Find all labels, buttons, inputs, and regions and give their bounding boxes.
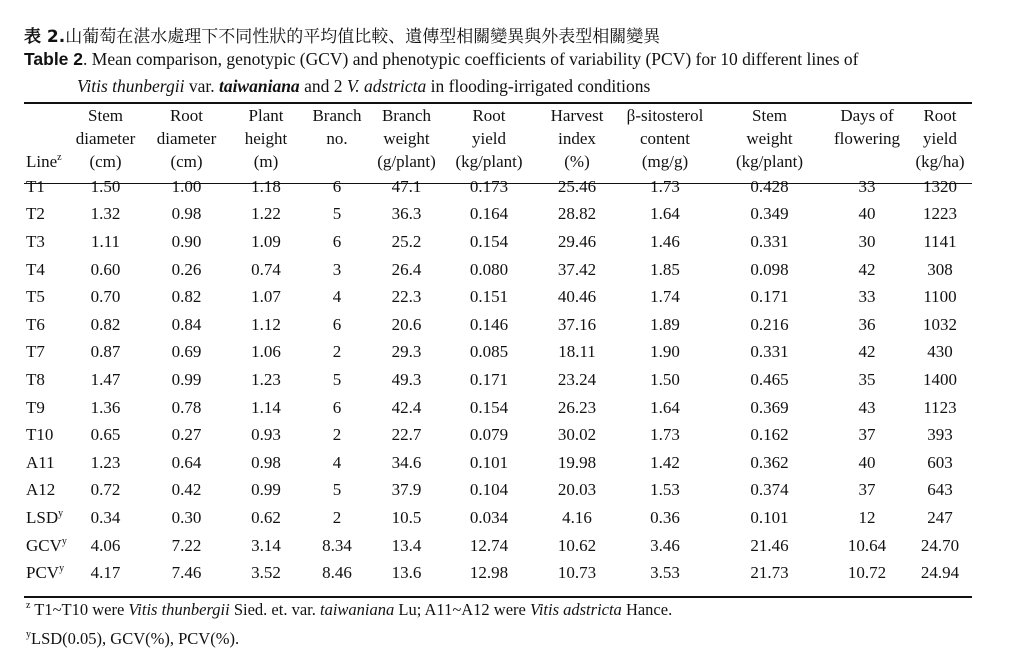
footnote-marker: z xyxy=(26,600,31,611)
table-cell: 29.46 xyxy=(557,231,597,251)
table-row xyxy=(24,173,972,201)
table-cell: 0.82 xyxy=(90,314,121,334)
table-cell: 0.151 xyxy=(469,287,509,307)
footnote-marker: y xyxy=(59,563,65,575)
table-cell: 1.90 xyxy=(650,342,680,362)
table-cell: 0.171 xyxy=(750,287,789,307)
table-cell: 643 xyxy=(927,480,953,500)
table-cell: 4.16 xyxy=(562,507,592,527)
table-cell: 10.5 xyxy=(391,507,422,527)
header-cell xyxy=(826,150,908,173)
header-cell: flowering xyxy=(833,128,901,148)
header-cell: (kg/ha) xyxy=(915,151,965,171)
table-cell: 0.99 xyxy=(171,369,202,389)
table-title-chinese xyxy=(24,22,660,47)
table-cell: 3.46 xyxy=(650,535,680,555)
header-row xyxy=(24,127,972,150)
table-cell: 7.22 xyxy=(171,535,202,555)
table-cell: 42.4 xyxy=(391,397,422,417)
table-cell: 0.101 xyxy=(469,452,509,472)
row-label xyxy=(24,339,68,367)
table-cell: 21.46 xyxy=(750,535,789,555)
row-label xyxy=(24,366,68,394)
table-cell: 0.428 xyxy=(750,176,789,196)
title-text: in flooding-irrigated conditions xyxy=(426,76,651,96)
table-cell: 1.11 xyxy=(90,231,121,251)
table-cell: 2 xyxy=(332,342,342,362)
row-label-text: PCV xyxy=(26,563,60,583)
table-cell: 1.47 xyxy=(90,369,121,389)
table-cell: 1.89 xyxy=(650,314,680,334)
header-cell: Plant xyxy=(248,105,284,125)
line-header-text: Line xyxy=(26,151,58,171)
table-row xyxy=(24,449,972,477)
table-cell: 8.34 xyxy=(322,535,352,555)
table-cell: 12 xyxy=(858,507,876,527)
header-cell: Branch xyxy=(381,105,432,125)
row-label xyxy=(24,173,68,201)
table-cell: 1.18 xyxy=(251,176,281,196)
table-cell: 6 xyxy=(332,397,342,417)
table-cell: 0.78 xyxy=(171,397,202,417)
header-cell: index xyxy=(558,128,596,148)
header-cell: (kg/plant) xyxy=(735,151,804,171)
table-cell: 0.079 xyxy=(469,425,509,445)
table-cell: 1.22 xyxy=(251,204,281,224)
header-cell: Root xyxy=(169,105,204,125)
row-label xyxy=(24,421,68,449)
table-cell: 1.12 xyxy=(251,314,281,334)
table-cell: 1.50 xyxy=(650,369,680,389)
row-label-text: T8 xyxy=(26,369,45,389)
table-cell: 5 xyxy=(332,369,342,389)
table-cell: 42 xyxy=(858,342,876,362)
table-cell: 3 xyxy=(332,259,342,279)
table-cell: 0.154 xyxy=(469,231,509,251)
header-cell: content xyxy=(639,128,691,148)
table-cell: 10.73 xyxy=(557,563,597,583)
table-cell: 1.07 xyxy=(251,287,281,307)
table-cell: 22.7 xyxy=(391,425,422,445)
title-text: var. xyxy=(184,76,219,96)
table-cell: 1.23 xyxy=(251,369,281,389)
table-row xyxy=(24,339,972,367)
table-cell: 3.14 xyxy=(251,535,281,555)
footnote-text: Sied. et. var. xyxy=(229,600,320,619)
header-cell: weight xyxy=(746,128,793,148)
table-cell: 37.16 xyxy=(557,314,597,334)
table-cell: 30 xyxy=(858,231,876,251)
table-cell: 10.64 xyxy=(847,535,887,555)
header-cell xyxy=(24,104,68,127)
row-label xyxy=(24,532,68,560)
table-cell: 6 xyxy=(332,314,342,334)
species-name: V. adstricta xyxy=(346,76,427,96)
table-cell: 35 xyxy=(858,369,876,389)
table-cell: 0.34 xyxy=(90,507,121,527)
table-cell: 0.216 xyxy=(750,314,789,334)
footnote-marker: y xyxy=(26,629,31,640)
table-cell: 0.64 xyxy=(171,452,202,472)
header-cell: (cm) xyxy=(89,151,122,171)
table-cell: 6 xyxy=(332,231,342,251)
table-cell: 12.98 xyxy=(469,563,509,583)
row-label-text: GCV xyxy=(26,535,62,555)
table-cell: 0.36 xyxy=(650,507,680,527)
table-cell: 0.465 xyxy=(750,369,789,389)
table-cell: 1.06 xyxy=(251,342,281,362)
row-label-text: LSD xyxy=(26,507,59,527)
row-label xyxy=(24,449,68,477)
table-cell: 0.60 xyxy=(90,259,121,279)
header-cell: (%) xyxy=(564,151,590,171)
row-label-text: A12 xyxy=(26,480,56,500)
header-cell: (cm) xyxy=(170,151,203,171)
table-cell: 0.26 xyxy=(171,259,202,279)
table-title-english-text: . Mean comparison, genotypic (GCV) and phenotypic coefficients of variability (PCV) for 10 different lines of xyxy=(83,49,859,69)
table-cell: 3.53 xyxy=(650,563,680,583)
table-cell: 25.2 xyxy=(391,231,422,251)
footnote-text: T1~T10 were xyxy=(30,600,129,619)
row-label xyxy=(24,228,68,256)
table-cell: 0.146 xyxy=(469,314,509,334)
table-cell: 0.42 xyxy=(171,480,202,500)
table-cell: 1141 xyxy=(923,231,957,251)
species-name: Vitis adstricta xyxy=(529,600,622,619)
row-label-text: T3 xyxy=(26,231,45,251)
table-cell: 0.171 xyxy=(469,369,509,389)
row-label xyxy=(24,311,68,339)
table-cell: 1.00 xyxy=(171,176,202,196)
table-cell: 0.98 xyxy=(251,452,281,472)
table-cell: 247 xyxy=(927,507,953,527)
table-cell: 0.101 xyxy=(750,507,789,527)
table-cell: 1320 xyxy=(923,176,957,196)
table-row xyxy=(24,559,972,587)
table-cell: 10.72 xyxy=(847,563,887,583)
table-cell: 1.09 xyxy=(251,231,281,251)
table-cell: 13.4 xyxy=(391,535,422,555)
table-cell: 1.64 xyxy=(650,397,680,417)
row-label xyxy=(24,283,68,311)
table-cell: 0.69 xyxy=(171,342,202,362)
table-header xyxy=(24,104,972,173)
table-cell: 33 xyxy=(858,176,876,196)
table-cell: 8.46 xyxy=(322,563,352,583)
row-label-text: A11 xyxy=(26,452,55,472)
table-cell: 4 xyxy=(332,287,342,307)
table-cell: 3.52 xyxy=(251,563,281,583)
table-cell: 393 xyxy=(927,425,953,445)
table-cell: 23.24 xyxy=(557,369,597,389)
table-cell: 1.73 xyxy=(650,425,680,445)
table-row xyxy=(24,421,972,449)
table-cell: 10.62 xyxy=(557,535,597,555)
table-cell: 29.3 xyxy=(391,342,422,362)
table-cell: 1.46 xyxy=(650,231,680,251)
table-cell: 0.62 xyxy=(251,507,281,527)
footnote-text: Lu; A11~A12 were xyxy=(394,600,530,619)
table-title-english xyxy=(24,49,858,70)
table-row xyxy=(24,283,972,311)
table-cell: 0.098 xyxy=(750,259,789,279)
footnote-y xyxy=(26,629,239,649)
table-title-english-continued xyxy=(77,76,650,97)
table-cell: 1.14 xyxy=(251,397,281,417)
table-cell: 0.84 xyxy=(171,314,202,334)
footnote-marker: y xyxy=(61,535,67,547)
table-cell: 308 xyxy=(927,259,953,279)
table-cell: 43 xyxy=(858,397,876,417)
species-name: Vitis thunbergii xyxy=(128,600,230,619)
table-cell: 1.32 xyxy=(90,204,121,224)
table-cell: 0.93 xyxy=(251,425,281,445)
table-cell: 2 xyxy=(332,425,342,445)
header-cell: Branch xyxy=(312,105,362,125)
row-label-text: T7 xyxy=(26,342,45,362)
table-cell: 25.46 xyxy=(557,176,597,196)
table-cell: 34.6 xyxy=(391,452,422,472)
header-cell: weight xyxy=(383,128,430,148)
table-cell: 0.331 xyxy=(750,342,789,362)
table-cell: 33 xyxy=(858,287,876,307)
table-cell: 24.70 xyxy=(920,535,960,555)
row-label-text: T9 xyxy=(26,397,45,417)
table-cell: 37.42 xyxy=(557,259,597,279)
table-cell: 1.64 xyxy=(650,204,680,224)
header-cell: yield xyxy=(472,128,506,148)
table-cell: 0.080 xyxy=(469,259,509,279)
table-cell: 0.99 xyxy=(251,480,281,500)
header-cell: no. xyxy=(326,128,348,148)
table-cell: 0.104 xyxy=(469,480,509,500)
table-cell: 18.11 xyxy=(558,342,596,362)
table-cell: 0.98 xyxy=(171,204,202,224)
table-cell: 0.374 xyxy=(750,480,789,500)
table-cell: 4 xyxy=(332,452,342,472)
row-label xyxy=(24,504,68,532)
table-cell: 1.23 xyxy=(90,452,121,472)
table-cell: 1032 xyxy=(923,314,957,334)
footnote-text: LSD(0.05), GCV(%), PCV(%). xyxy=(31,629,240,648)
table-cell: 1.53 xyxy=(650,480,680,500)
table-row xyxy=(24,256,972,284)
header-cell: Root xyxy=(472,105,506,125)
row-label xyxy=(24,256,68,284)
row-label xyxy=(24,201,68,229)
table-cell: 0.362 xyxy=(750,452,789,472)
table-body xyxy=(24,173,972,587)
variety-name: taiwaniana xyxy=(218,76,300,96)
table-cell: 1223 xyxy=(923,204,957,224)
table-cell: 0.164 xyxy=(469,204,509,224)
row-label-text: T5 xyxy=(26,287,45,307)
header-cell: height xyxy=(244,128,288,148)
table-cell: 6 xyxy=(332,176,342,196)
table-cell: 0.30 xyxy=(171,507,202,527)
table-cell: 1.42 xyxy=(650,452,680,472)
table-cell: 40 xyxy=(858,452,876,472)
table-cell: 0.034 xyxy=(469,507,509,527)
table-cell: 0.87 xyxy=(90,342,121,362)
table-cell: 0.72 xyxy=(90,480,121,500)
table-cell: 37 xyxy=(858,480,876,500)
table-cell: 49.3 xyxy=(391,369,422,389)
table-cell: 0.74 xyxy=(251,259,281,279)
table-cell: 0.65 xyxy=(90,425,121,445)
header-cell: diameter xyxy=(156,128,217,148)
table-cell: 1.36 xyxy=(90,397,121,417)
table-cell: 1.85 xyxy=(650,259,680,279)
row-label xyxy=(24,394,68,422)
title-text: and 2 xyxy=(299,76,347,96)
row-label-text: T10 xyxy=(26,425,54,445)
header-cell: (kg/plant) xyxy=(455,151,523,171)
table-cell: 0.82 xyxy=(171,287,202,307)
table-cell: 24.94 xyxy=(920,563,960,583)
table-cell: 0.162 xyxy=(750,425,789,445)
table-label-english: Table 2 xyxy=(24,49,84,69)
table-cell: 5 xyxy=(332,204,342,224)
table-cell: 7.46 xyxy=(171,563,202,583)
table-cell: 1400 xyxy=(923,369,957,389)
header-row xyxy=(24,150,972,173)
bottom-rule xyxy=(24,596,972,598)
header-cell: (m) xyxy=(253,151,279,171)
table-row xyxy=(24,477,972,505)
table-row xyxy=(24,394,972,422)
table-cell: 4.06 xyxy=(90,535,121,555)
header-cell: Days of xyxy=(840,105,894,125)
table-cell: 36 xyxy=(858,314,876,334)
table-cell: 20.03 xyxy=(557,480,597,500)
table-cell: 37.9 xyxy=(391,480,422,500)
table-cell: 0.349 xyxy=(750,204,789,224)
table-cell: 0.331 xyxy=(750,231,789,251)
table-row xyxy=(24,366,972,394)
table-label-chinese: 表 2. xyxy=(24,27,66,47)
table-cell: 36.3 xyxy=(391,204,422,224)
row-label-text: T2 xyxy=(26,204,45,224)
table-cell: 1.73 xyxy=(650,176,680,196)
row-label-text: T6 xyxy=(26,314,45,334)
table-cell: 0.173 xyxy=(469,176,509,196)
table-cell: 42 xyxy=(858,259,876,279)
table-cell: 0.154 xyxy=(469,397,509,417)
header-cell: Stem xyxy=(752,105,787,125)
table-cell: 0.27 xyxy=(171,425,202,445)
table-cell: 26.4 xyxy=(391,259,422,279)
table-cell: 26.23 xyxy=(557,397,597,417)
table-cell: 1.74 xyxy=(650,287,680,307)
table-cell: 19.98 xyxy=(557,452,597,472)
variety-name: taiwaniana xyxy=(320,600,395,619)
line-header xyxy=(24,150,68,173)
table-title-chinese-text: 山葡萄在湛水處理下不同性狀的平均值比較、遺傳型相關變異與外表型相關變異 xyxy=(65,27,661,47)
header-row xyxy=(24,104,972,127)
table-cell: 0.70 xyxy=(90,287,121,307)
header-cell: Stem xyxy=(88,105,123,125)
header-cell: β-sitosterol xyxy=(626,105,704,125)
species-name: Vitis thunbergii xyxy=(77,76,185,96)
header-cell: Root xyxy=(923,105,957,125)
table-cell: 28.82 xyxy=(557,204,597,224)
table-cell: 47.1 xyxy=(391,176,422,196)
footnote-marker: z xyxy=(57,151,62,163)
table-cell: 0.085 xyxy=(469,342,509,362)
row-label xyxy=(24,477,68,505)
table-cell: 12.74 xyxy=(469,535,509,555)
table-cell: 1.50 xyxy=(90,176,121,196)
data-table xyxy=(24,104,972,587)
table-cell: 5 xyxy=(332,480,342,500)
footnote-text: Hance. xyxy=(621,600,673,619)
table-cell: 21.73 xyxy=(750,563,789,583)
header-cell xyxy=(24,127,68,150)
table-row xyxy=(24,201,972,229)
table-cell: 13.6 xyxy=(391,563,422,583)
table-row xyxy=(24,532,972,560)
table-cell: 1123 xyxy=(923,397,957,417)
footnote-marker: y xyxy=(58,507,64,519)
table-cell: 22.3 xyxy=(391,287,422,307)
table-cell: 2 xyxy=(332,507,342,527)
table-cell: 603 xyxy=(927,452,953,472)
row-label-text: T4 xyxy=(26,259,45,279)
table-cell: 40.46 xyxy=(557,287,597,307)
row-label xyxy=(24,559,68,587)
footnote-z xyxy=(26,600,672,620)
header-cell: yield xyxy=(923,128,957,148)
table-cell: 30.02 xyxy=(557,425,597,445)
header-cell: (mg/g) xyxy=(641,151,689,171)
table-cell: 40 xyxy=(858,204,876,224)
header-cell: Harvest xyxy=(550,105,604,125)
table-cell: 0.90 xyxy=(171,231,202,251)
table-cell: 37 xyxy=(858,425,876,445)
table-cell: 20.6 xyxy=(391,314,422,334)
table-cell: 430 xyxy=(927,342,953,362)
table-row xyxy=(24,228,972,256)
table-cell: 0.369 xyxy=(750,397,789,417)
table-row xyxy=(24,504,972,532)
header-cell: (g/plant) xyxy=(377,151,436,171)
header-cell: diameter xyxy=(75,128,136,148)
table-row xyxy=(24,311,972,339)
table-cell: 1100 xyxy=(923,287,957,307)
row-label-text: T1 xyxy=(26,176,45,196)
table-cell: 4.17 xyxy=(90,563,121,583)
header-cell xyxy=(302,150,372,173)
